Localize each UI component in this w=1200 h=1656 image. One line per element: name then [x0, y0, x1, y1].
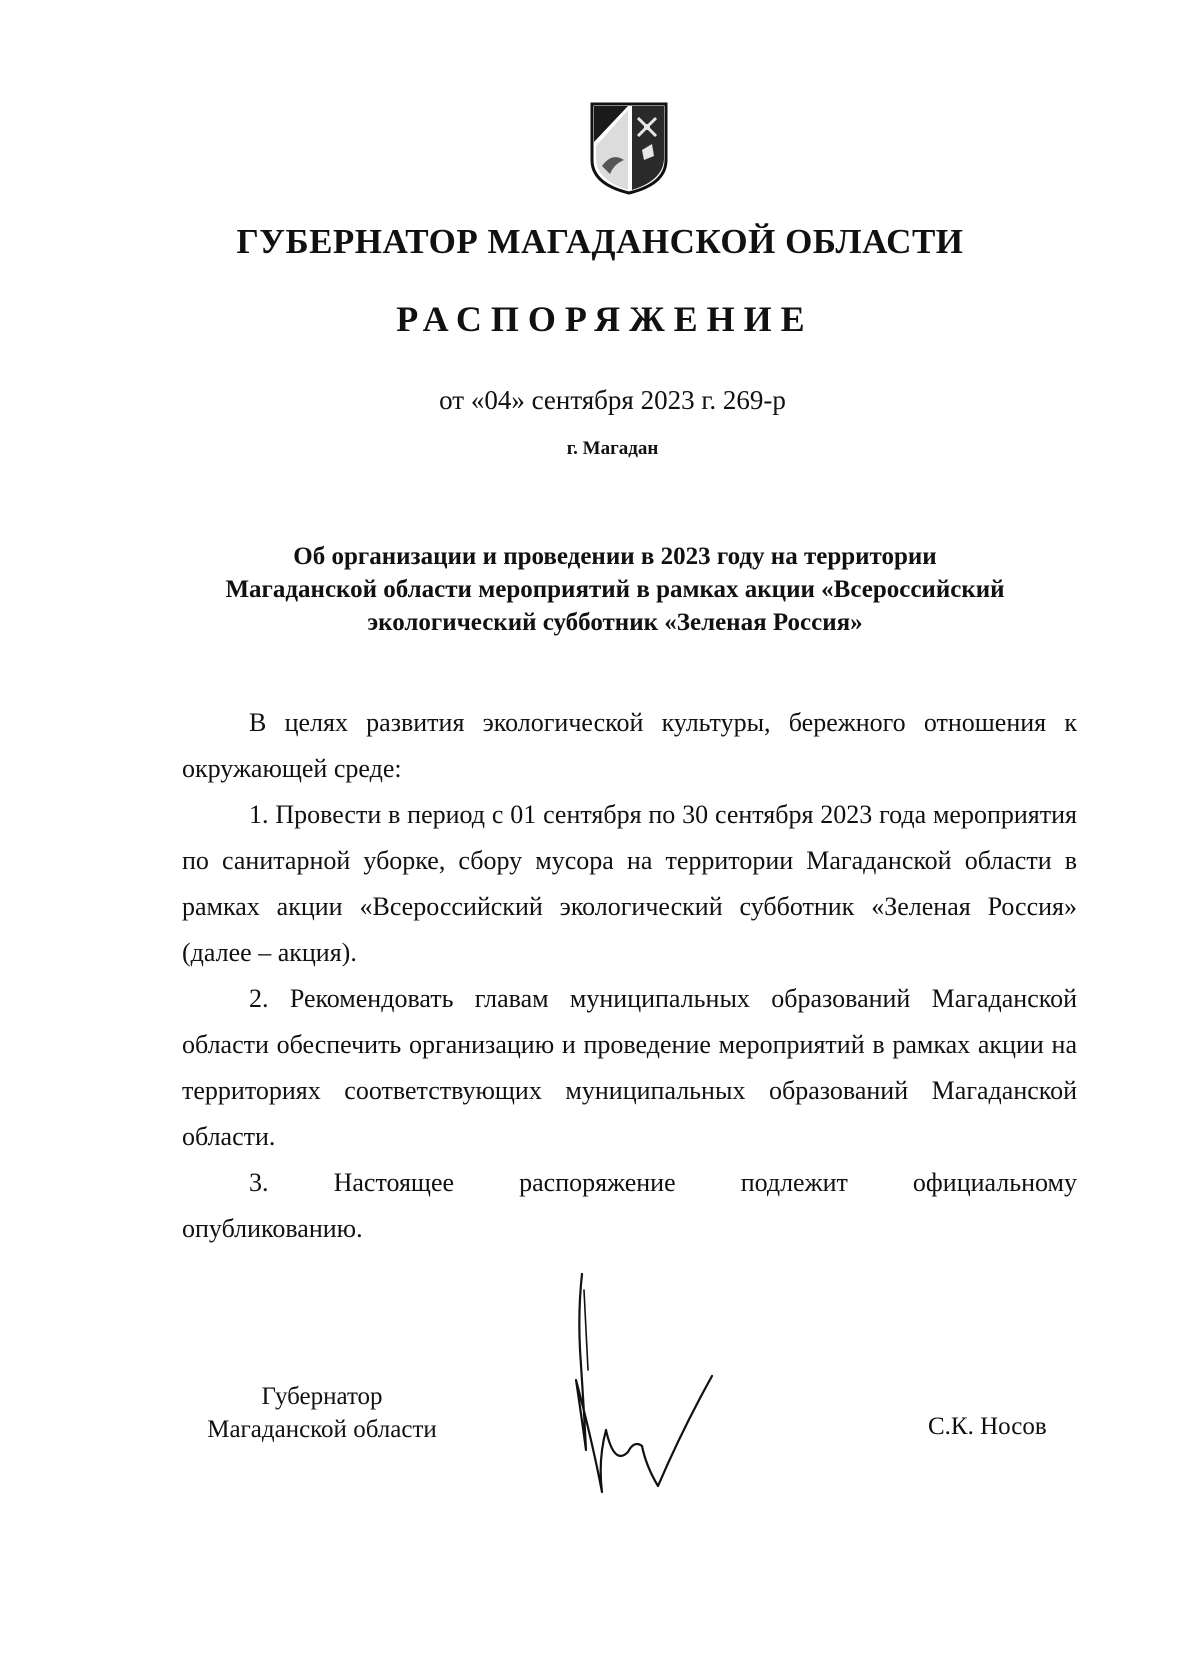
position-line-2: Магаданской области — [207, 1416, 437, 1443]
item-3-paragraph-line-1: 3. Настоящее распоряжение подлежит официальному — [249, 1168, 1077, 1197]
handwritten-signature — [572, 1270, 772, 1500]
preamble-paragraph: В целях развития экологической культуры, бережного отношения к окружающей среде: — [182, 708, 1077, 783]
title-line-1: Об организации и проведении в 2023 году на территории — [293, 543, 937, 570]
signatory-position — [182, 1380, 462, 1446]
item-3-paragraph-line-2: опубликованию. — [182, 1214, 363, 1243]
issuing-authority: ГУБЕРНАТОР МАГАДАНСКОЙ ОБЛАСТИ — [236, 222, 964, 261]
document-body — [182, 700, 1077, 1252]
signatory-name: С.К. Носов — [928, 1413, 1047, 1440]
title-line-3: экологический субботник «Зеленая Россия» — [367, 609, 863, 636]
item-1-paragraph: 1. Провести в период с 01 сентября по 30 сентября 2023 года мероприятия по санитарной уборке, сбору мусора на территории Магаданской области в рамках акции «Всероссийский экологический субботник «Зеленая Россия» (далее – акция). — [182, 800, 1077, 967]
document-type: РАСПОРЯЖЕНИЕ — [396, 299, 814, 339]
title-line-2: Магаданской области мероприятий в рамках акции «Всероссийский — [225, 576, 1005, 603]
document-date-number: от «04» сентября 2023 г. 269-р — [439, 385, 786, 415]
coat-of-arms-emblem — [588, 100, 670, 196]
item-2-paragraph: 2. Рекомендовать главам муниципальных образований Магаданской области обеспечить организацию и проведение мероприятий в рамках акции на территориях соответствующих муниципальных образований Магаданской области. — [182, 984, 1077, 1151]
position-line-1: Губернатор — [261, 1383, 383, 1410]
document-place: г. Магадан — [566, 438, 659, 459]
document-title — [150, 540, 1080, 639]
